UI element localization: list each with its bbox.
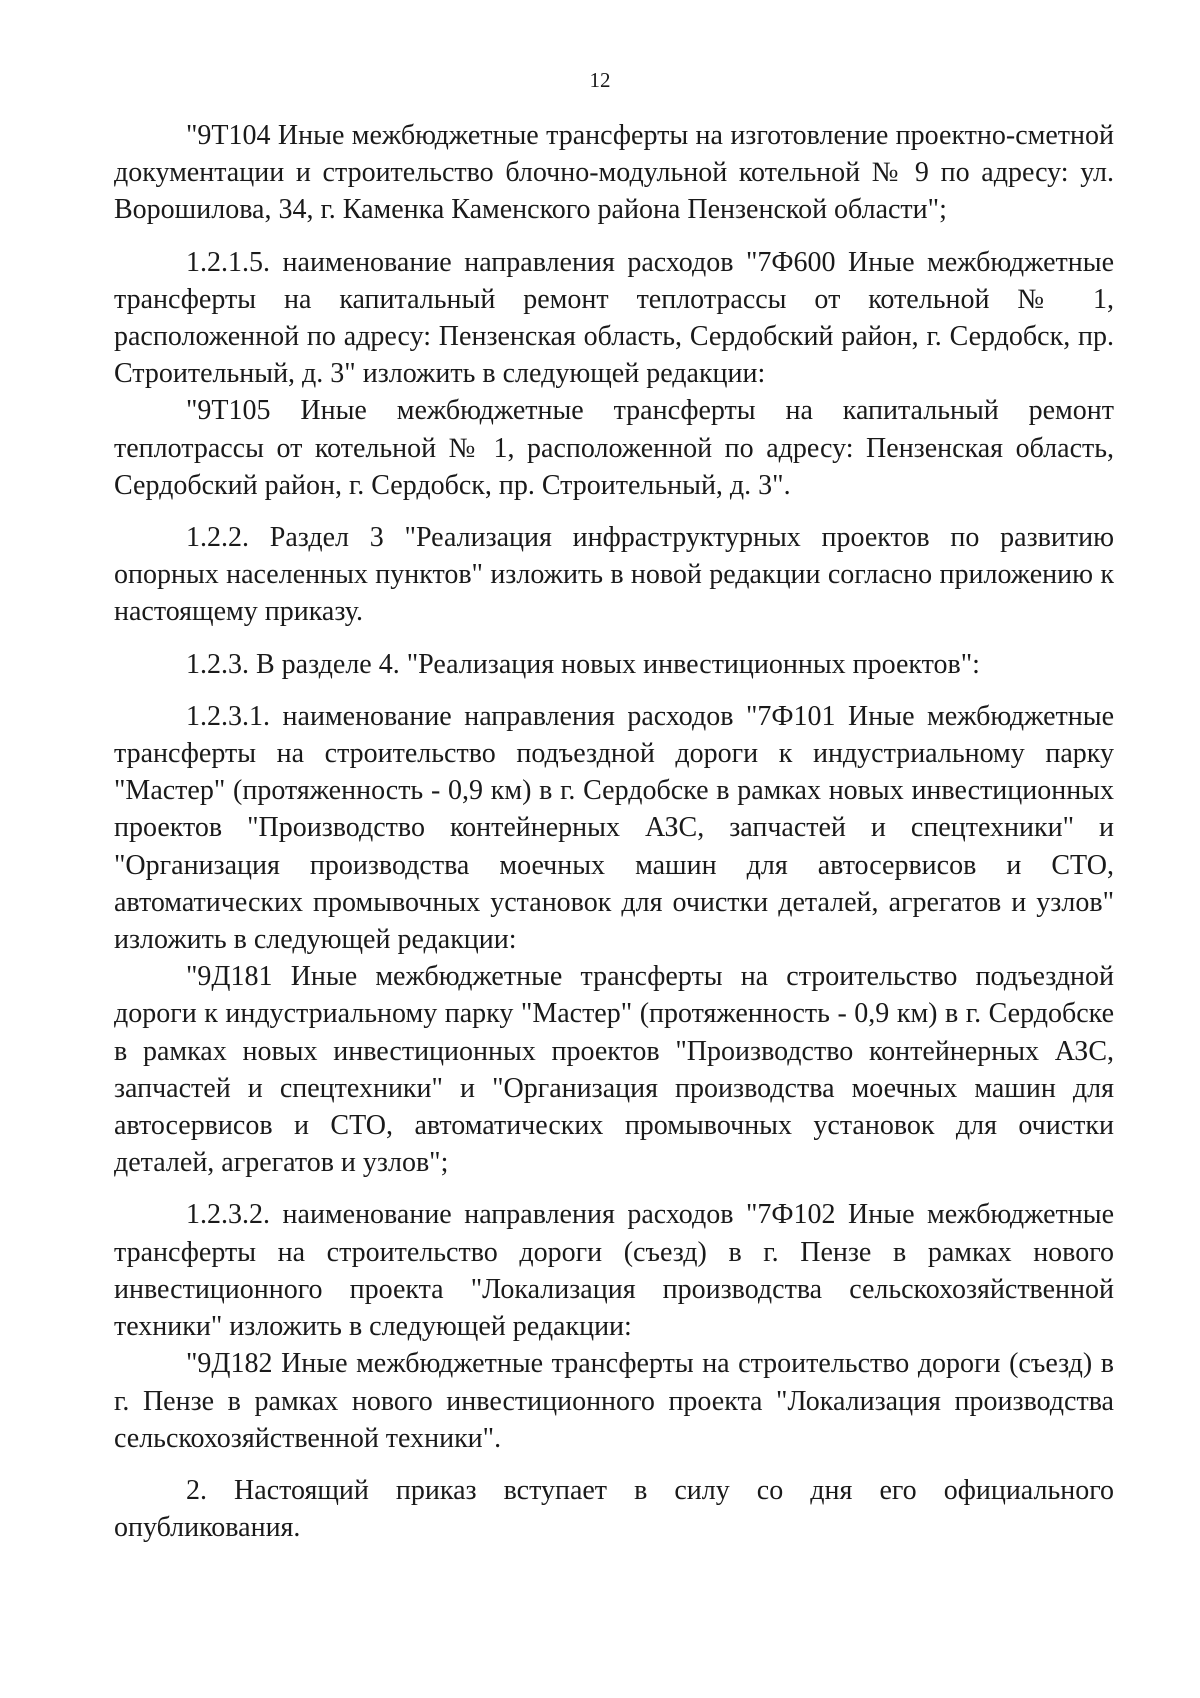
paragraph-1-2-1-5: 1.2.1.5. наименование направления расходов "7Ф600 Иные межбюджетные трансферты на капитальный ремонт теплотрассы от котельной № 1, расположенной по адресу: Пензенская область, Сердобский район, г. Сердобск, пр. Строительный, д. 3" изложить в следующей редакции: — [114, 246, 1114, 390]
paragraph-1-2-3-1: 1.2.3.1. наименование направления расходов "7Ф101 Иные межбюджетные трансферты на строительство подъездной дороги к индустриальному парку "Мастер" (протяженность - 0,9 км) в г. Сердобске в рамках новых инвестиционных проектов "Производство контейнерных АЗС, запчастей и спецтехники" и "Организация производства моечных машин для автосервисов и СТО, автоматических промывочных установок для очистки деталей, агрегатов и узлов" изложить в следующей редакции: — [114, 700, 1114, 956]
paragraph-9t105: "9Т105 Иные межбюджетные трансферты на капитальный ремонт теплотрассы от котельной № 1, расположенной по адресу: Пензенская область, Сердобский район, г. Сердобск, пр. Строительный, д. 3". — [114, 395, 1114, 501]
document-body — [114, 117, 1114, 1546]
paragraph-1-2-3-2: 1.2.3.2. наименование направления расходов "7Ф102 Иные межбюджетные трансферты на строительство дороги (съезд) в г. Пензе в рамках нового инвестиционного проекта "Локализация производства сельскохозяйственной техники" изложить в следующей редакции: — [114, 1199, 1114, 1343]
paragraph-1-2-3: 1.2.3. В разделе 4. "Реализация новых инвестиционных проектов": — [186, 648, 980, 680]
paragraph-1-2-2: 1.2.2. Раздел 3 "Реализация инфраструктурных проектов по развитию опорных населенных пунктов" изложить в новой редакции согласно приложению к настоящему приказу. — [114, 522, 1114, 628]
page-number: 12 — [589, 68, 611, 92]
paragraph-9t104: "9Т104 Иные межбюджетные трансферты на изготовление проектно-сметной документации и строительство блочно-модульной котельной № 9 по адресу: ул. Ворошилова, 34, г. Каменка Каменского района Пензенской области"; — [114, 120, 1114, 226]
paragraph-9d181: "9Д181 Иные межбюджетные трансферты на строительство подъездной дороги к индустриальному парку "Мастер" (протяженность - 0,9 км) в г. Сердобске в рамках новых инвестиционных проектов "Производство контейнерных АЗС, запчастей и спецтехники" и "Организация производства моечных машин для автосервисов и СТО, автоматических промывочных установок для очистки деталей, агрегатов и узлов"; — [114, 961, 1114, 1179]
paragraph-9d182: "9Д182 Иные межбюджетные трансферты на строительство дороги (съезд) в г. Пензе в рамках нового инвестиционного проекта "Локализация производства сельскохозяйственной техники". — [114, 1348, 1114, 1454]
paragraph-2-effective-date: 2. Настоящий приказ вступает в силу со дня его официального опубликования. — [114, 1474, 1114, 1544]
